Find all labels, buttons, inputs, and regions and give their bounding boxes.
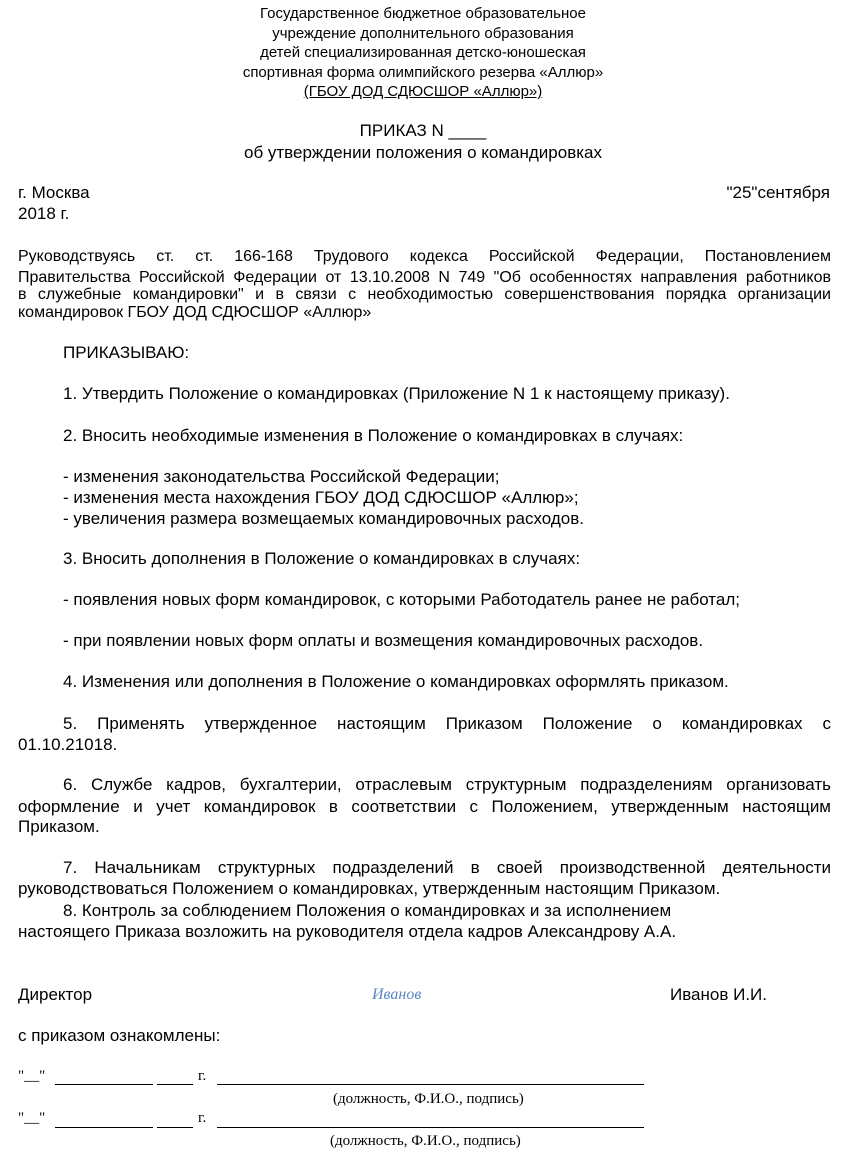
order-title: ПРИКАЗ N ____ (359, 121, 487, 140)
item-3: 3. Вносить дополнения в Положение о командировках в случаях: (63, 549, 581, 568)
organization-header (0, 4, 846, 102)
signatory-position: Директор (18, 985, 93, 1004)
item-6-line-3: Приказом. (18, 817, 100, 836)
item-2: 2. Вносить необходимые изменения в Положение о командировках в случаях: (63, 426, 684, 445)
ack-row-1-month-line[interactable] (55, 1084, 153, 1085)
preamble-line-4: командировок ГБОУ ДОД СДЮСШОР «Аллюр» (18, 304, 372, 321)
org-abbreviation: (ГБОУ ДОД СДЮСШОР «Аллюр») (303, 83, 543, 100)
item-3-sub-1: - появления новых форм командировок, с которыми Работодатель ранее не работал; (63, 590, 741, 609)
org-name-line-4: спортивная форма олимпийского резерва «Аллюр» (242, 63, 604, 81)
signatory-name: Иванов И.И. (670, 985, 767, 1004)
acknowledgement-label: с приказом ознакомлены: (18, 1026, 221, 1045)
ack-row-1-signature-line[interactable] (217, 1084, 644, 1085)
item-5-line-1: 5. Применять утвержденное настоящим Приказом Положение о командировках с (63, 714, 831, 733)
item-7-line-1: 7. Начальникам структурных подразделений в своей производственной деятельности (63, 858, 831, 877)
item-3-sub-2: - при появлении новых форм оплаты и возмещения командировочных расходов. (63, 631, 704, 650)
item-1: 1. Утвердить Положение о командировках (Приложение N 1 к настоящему приказу). (63, 384, 730, 403)
item-8-line-2: настоящего Приказа возложить на руководителя отдела кадров Александрову А.А. (18, 922, 677, 941)
ack-row-2-signature-line[interactable] (217, 1127, 644, 1128)
ack-row-1-day: "__" (18, 1068, 46, 1084)
preamble-line-3: в служебные командировки" и в связи с необходимостью совершенствования порядка организации (18, 286, 831, 303)
ack-row-2-month-line[interactable] (55, 1127, 153, 1128)
order-word: ПРИКАЗЫВАЮ: (63, 343, 190, 362)
order-date: "25"сентября (726, 183, 830, 202)
item-4: 4. Изменения или дополнения в Положение о командировках оформлять приказом. (63, 672, 729, 691)
ack-row-2-year-line[interactable] (157, 1127, 193, 1128)
ack-row-1-caption: (должность, Ф.И.О., подпись) (333, 1091, 524, 1107)
ack-row-2-day: "__" (18, 1110, 46, 1126)
ack-row-2-caption: (должность, Ф.И.О., подпись) (330, 1133, 521, 1149)
item-5-line-2: 01.10.21018. (18, 735, 118, 754)
item-2-sub-2: - изменения места нахождения ГБОУ ДОД СДЮСШОР «Аллюр»; (63, 488, 579, 507)
item-6-line-1: 6. Службе кадров, бухгалтерии, отраслевым структурным подразделениям организовать (63, 775, 831, 794)
order-subtitle: об утверждении положения о командировках (243, 143, 602, 162)
ack-row-1-year-suffix: г. (198, 1068, 207, 1084)
item-7-line-2: руководствоваться Положением о командировках, утвержденным настоящим Приказом. (18, 879, 721, 898)
item-2-sub-1: - изменения законодательства Российской Федерации; (63, 467, 500, 486)
ack-row-2-year-suffix: г. (198, 1110, 207, 1126)
city: г. Москва (18, 183, 90, 202)
preamble-line-1: Руководствуясь ст. ст. 166-168 Трудового кодекса Российской Федерации, Постановлением (18, 248, 831, 265)
org-name-line-2: учреждение дополнительного образования (272, 24, 574, 42)
order-year: 2018 г. (18, 204, 70, 223)
preamble-line-2: Правительства Российской Федерации от 13.10.2008 N 749 "Об особенностях направления работников (18, 269, 831, 286)
ack-row-1-year-line[interactable] (157, 1084, 193, 1085)
org-name-line-3: детей специализированная детско-юношеская (260, 44, 586, 61)
org-name-line-1: Государственное бюджетное образовательное (260, 5, 586, 22)
handwritten-signature: Иванов (372, 986, 422, 1003)
item-6-line-2: оформление и учет командировок в соответствии с Положением, утвержденным настоящим (18, 797, 831, 816)
item-8-line-1: 8. Контроль за соблюдением Положения о командировках и за исполнением (63, 901, 672, 920)
item-2-sub-3: - увеличения размера возмещаемых командировочных расходов. (63, 509, 584, 528)
